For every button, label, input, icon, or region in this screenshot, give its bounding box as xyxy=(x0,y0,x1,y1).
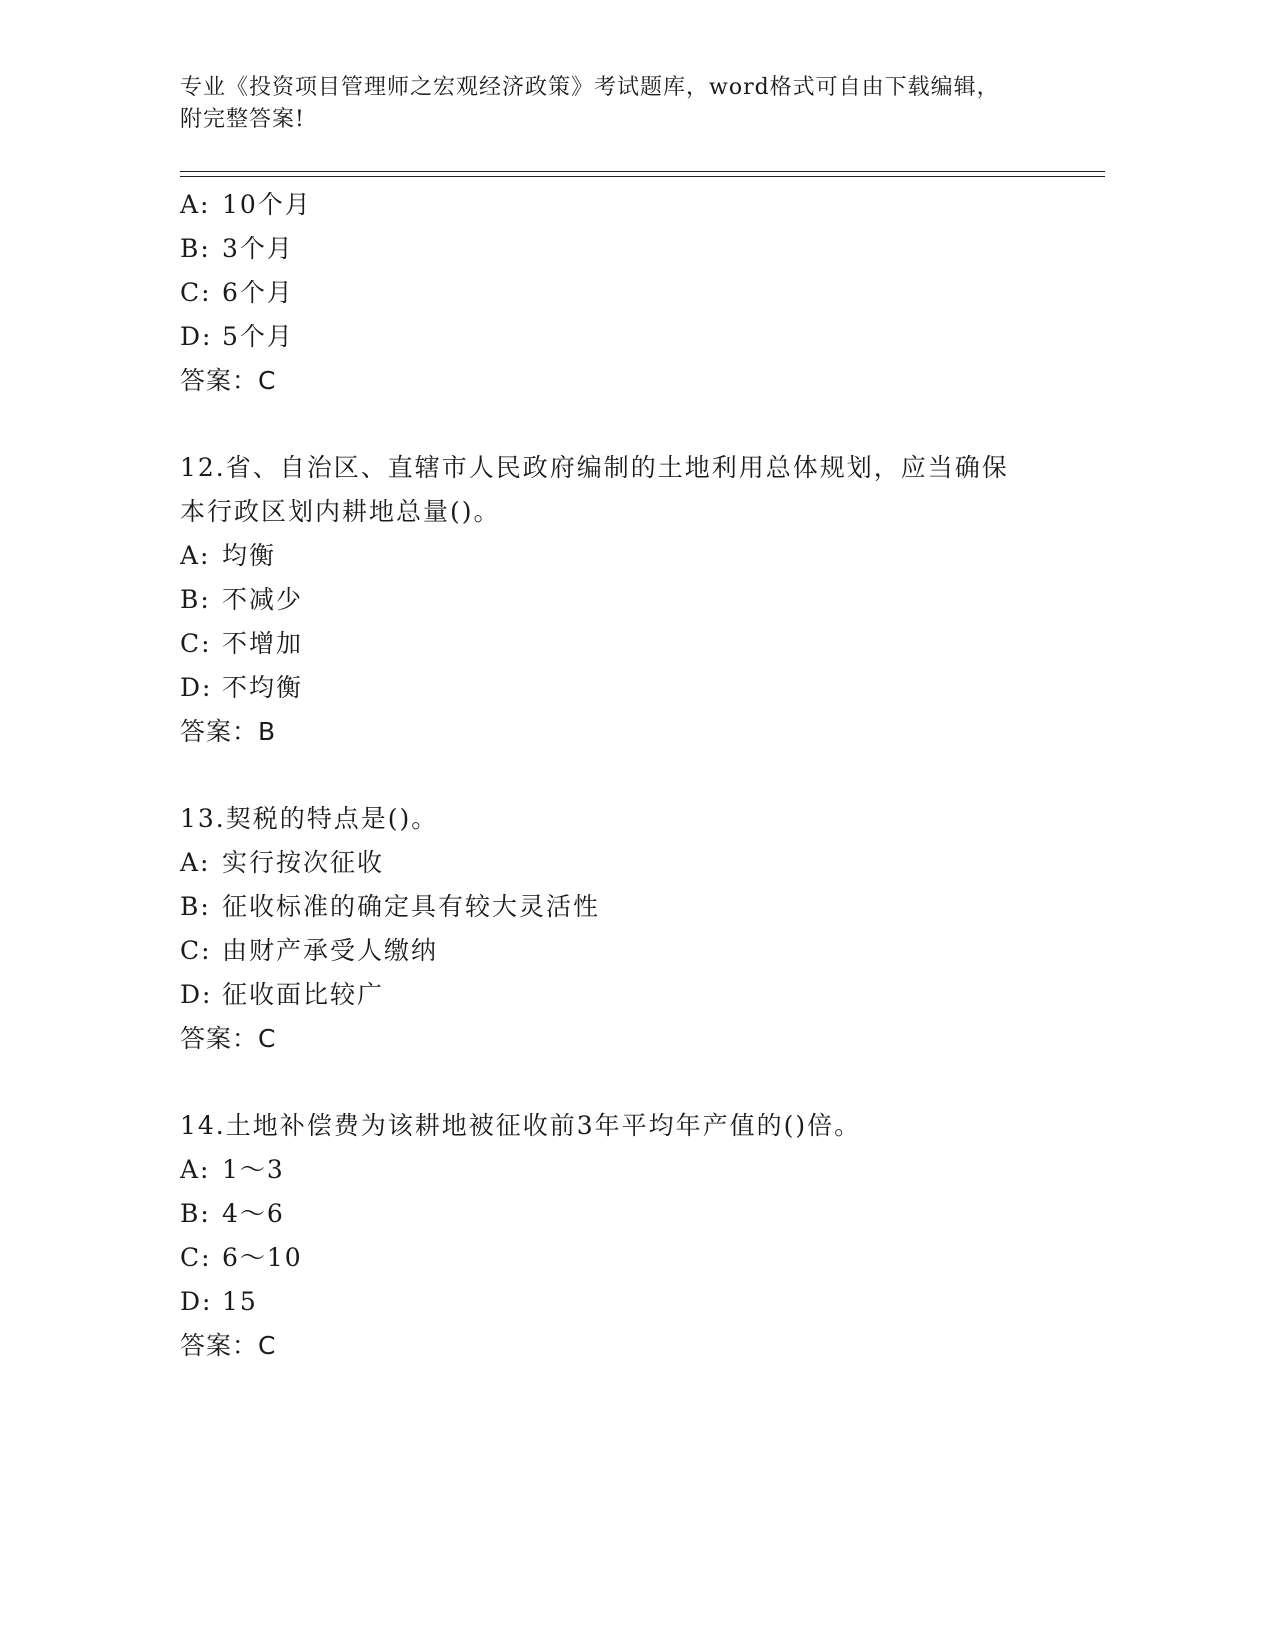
option-d xyxy=(180,666,1080,710)
answer-line xyxy=(180,710,1080,754)
option-text: 不均衡 xyxy=(222,673,304,702)
option-label: D: xyxy=(180,322,213,351)
answer-prefix: 答案： xyxy=(180,1331,259,1360)
header-divider-top xyxy=(180,171,1105,172)
option-d xyxy=(180,1280,1080,1324)
option-text: 由财产承受人缴纳 xyxy=(222,936,439,965)
answer-value: C xyxy=(258,366,277,395)
answer-value: C xyxy=(258,1331,277,1360)
option-text: 征收标准的确定具有较大灵活性 xyxy=(222,892,601,921)
option-label: D: xyxy=(180,1287,213,1316)
option-text: 10个月 xyxy=(222,190,312,219)
question-item xyxy=(180,1104,1080,1368)
option-text: 6～10 xyxy=(222,1243,303,1272)
option-label: A: xyxy=(180,848,211,877)
option-b xyxy=(180,227,1080,271)
answer-prefix: 答案： xyxy=(180,1024,259,1053)
option-text: 6个月 xyxy=(222,278,294,307)
option-d xyxy=(180,973,1080,1017)
option-b xyxy=(180,1192,1080,1236)
answer-line xyxy=(180,1017,1080,1061)
header-divider-bottom xyxy=(180,176,1105,177)
option-text: 4～6 xyxy=(222,1199,285,1228)
option-text: 不减少 xyxy=(222,585,304,614)
answer-value: B xyxy=(258,717,277,746)
option-text: 1～3 xyxy=(222,1155,285,1184)
option-text: 15 xyxy=(222,1287,258,1316)
option-label: A: xyxy=(180,1155,211,1184)
question-text: 13.契税的特点是()。 xyxy=(180,804,439,833)
option-c xyxy=(180,622,1080,666)
answer-value: C xyxy=(258,1024,277,1053)
option-label: B: xyxy=(180,892,211,921)
option-b xyxy=(180,578,1080,622)
option-a xyxy=(180,1148,1080,1192)
answer-line xyxy=(180,1324,1080,1368)
question-item xyxy=(180,797,1080,1061)
option-text: 均衡 xyxy=(222,541,277,570)
option-text: 3个月 xyxy=(222,234,294,263)
option-label: C: xyxy=(180,629,212,658)
question-text: 12.省、自治区、直辖市人民政府编制的土地利用总体规划，应当确保 xyxy=(180,453,1009,482)
option-text: 不增加 xyxy=(222,629,304,658)
question-list xyxy=(180,183,1080,1368)
option-a xyxy=(180,534,1080,578)
option-label: C: xyxy=(180,936,212,965)
option-b xyxy=(180,885,1080,929)
option-label: D: xyxy=(180,980,213,1009)
option-label: C: xyxy=(180,278,212,307)
option-text: 5个月 xyxy=(222,322,294,351)
option-c xyxy=(180,271,1080,315)
option-label: A: xyxy=(180,541,211,570)
option-label: B: xyxy=(180,234,211,263)
document-header xyxy=(180,72,1060,136)
question-text: 14.土地补偿费为该耕地被征收前3年平均年产值的()倍。 xyxy=(180,1111,862,1140)
option-a xyxy=(180,841,1080,885)
option-label: B: xyxy=(180,585,211,614)
option-text: 实行按次征收 xyxy=(222,848,385,877)
question-item xyxy=(180,183,1080,403)
option-c xyxy=(180,929,1080,973)
question-item xyxy=(180,446,1080,754)
option-text: 征收面比较广 xyxy=(222,980,385,1009)
option-c xyxy=(180,1236,1080,1280)
option-label: C: xyxy=(180,1243,212,1272)
header-line-2: 附完整答案! xyxy=(180,107,305,132)
answer-line xyxy=(180,359,1080,403)
option-label: A: xyxy=(180,190,211,219)
option-d xyxy=(180,315,1080,359)
answer-prefix: 答案： xyxy=(180,366,259,395)
option-a xyxy=(180,183,1080,227)
option-label: D: xyxy=(180,673,213,702)
header-line-1: 专业《投资项目管理师之宏观经济政策》考试题库，word格式可自由下载编辑， xyxy=(180,75,1000,100)
answer-prefix: 答案： xyxy=(180,717,259,746)
question-text: 本行政区划内耕地总量()。 xyxy=(180,497,501,526)
option-label: B: xyxy=(180,1199,211,1228)
